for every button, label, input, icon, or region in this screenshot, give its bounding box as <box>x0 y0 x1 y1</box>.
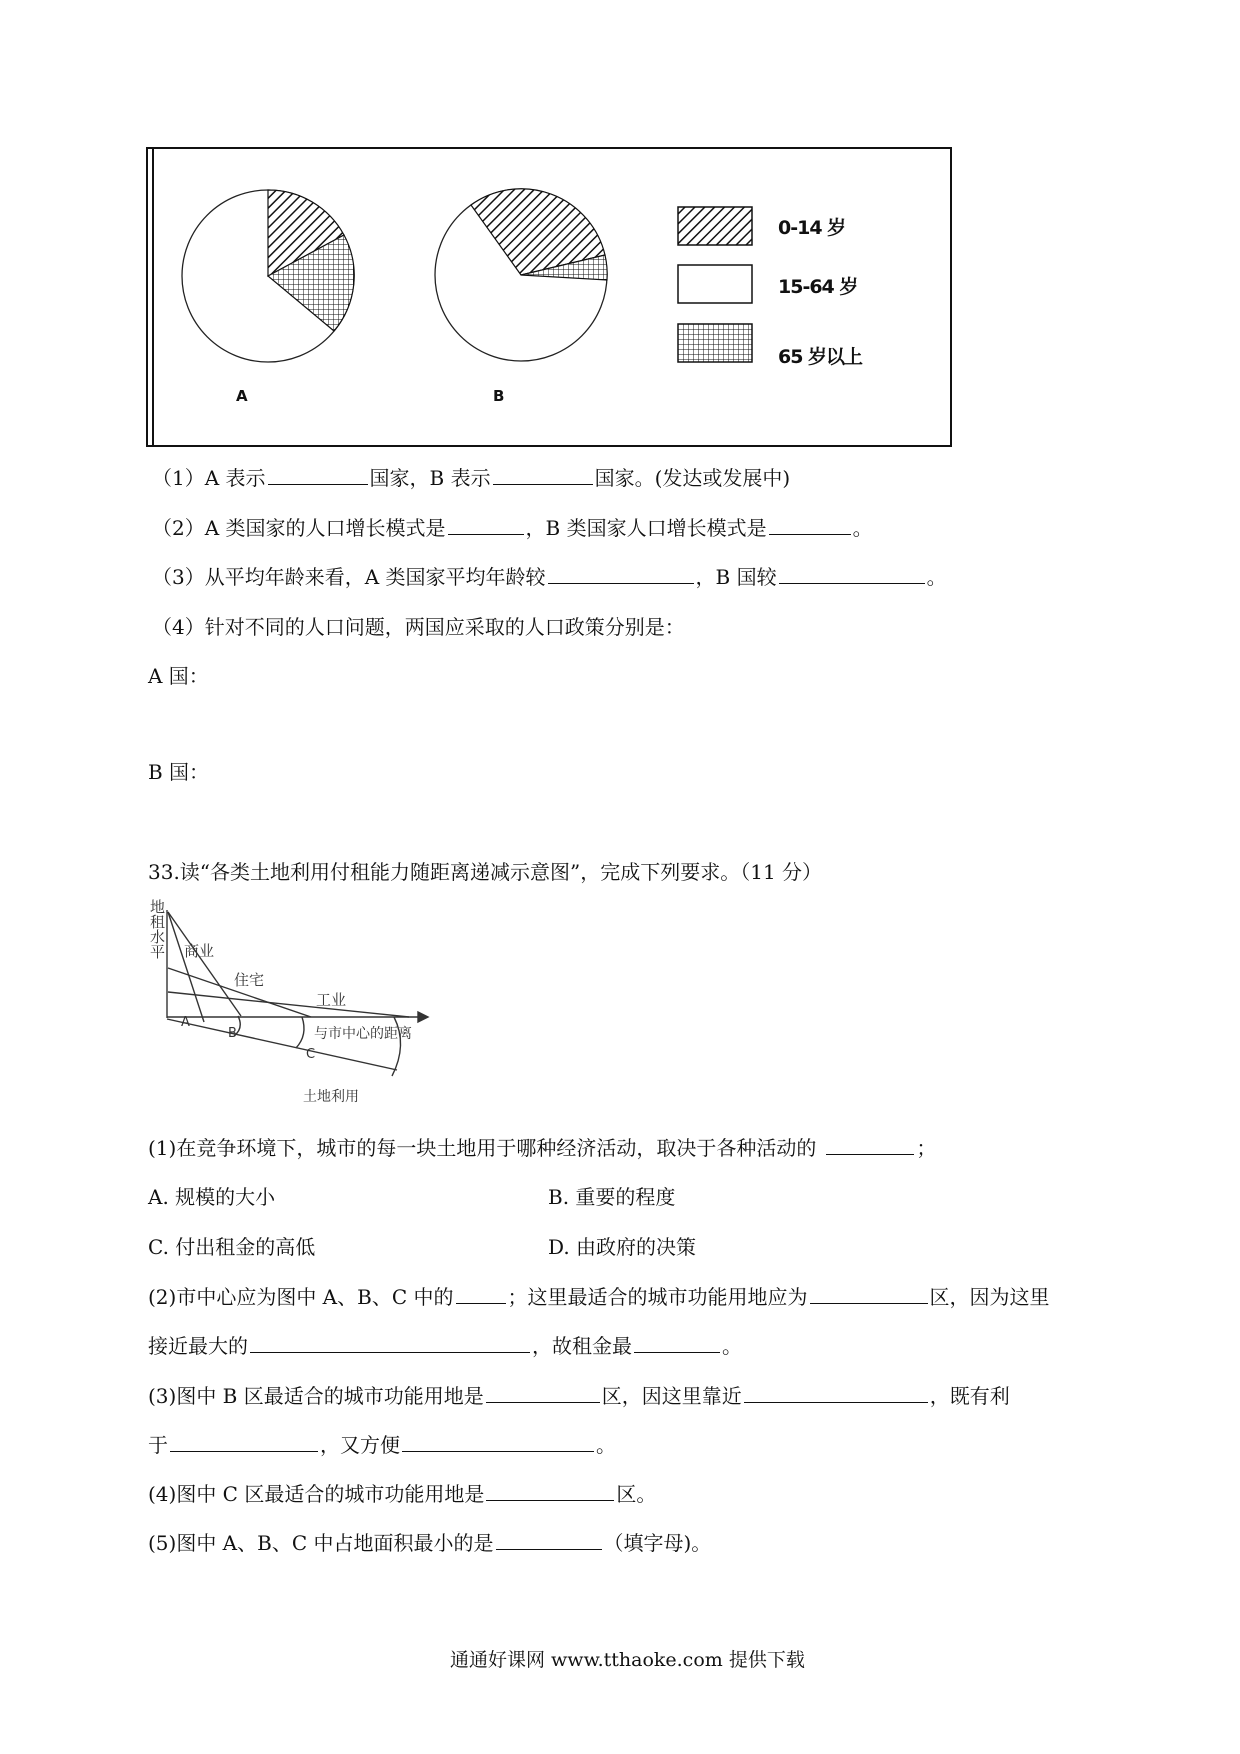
q33-sub-1: (1)在竞争环境下，城市的每一块土地用于哪种经济活动，取决于各种活动的 ； <box>148 1136 937 1160</box>
blank[interactable] <box>268 483 368 485</box>
blank[interactable] <box>250 1351 530 1353</box>
graph-label-residential: 住宅 <box>234 971 265 989</box>
blank[interactable] <box>744 1401 928 1403</box>
q33-sub-3-cont: 于 ，又方便 。 <box>148 1433 616 1457</box>
pie-b-label: B <box>493 387 505 405</box>
blank[interactable] <box>634 1351 720 1353</box>
graph-zone-c: C <box>306 1047 316 1062</box>
blank[interactable] <box>493 483 593 485</box>
legend-label-15-64: 15-64 岁 <box>778 276 858 298</box>
q32-item-2: （2）A 类国家的人口增长模式是 ，B 类国家人口增长模式是 。 <box>152 516 873 540</box>
legend-swatch-15-64 <box>678 265 752 303</box>
q33-sub-3: (3)图中 B 区最适合的城市功能用地是 区，因这里靠近 ，既有利 <box>148 1384 1010 1408</box>
q33-sub-2: (2)市中心应为图中 A、B、C 中的 ；这里最适合的城市功能用地应为 区，因为这里 <box>148 1285 1050 1309</box>
graph-landuse: 土地利用 <box>303 1089 359 1105</box>
legend-swatch-0-14 <box>678 207 752 245</box>
graph-zone-a: A <box>181 1015 190 1030</box>
legend-label-0-14: 0-14 岁 <box>778 217 846 239</box>
blank[interactable] <box>456 1302 506 1304</box>
legend-swatch-65plus <box>678 324 752 362</box>
blank[interactable] <box>496 1548 602 1550</box>
blank[interactable] <box>170 1450 318 1452</box>
pie-charts <box>148 149 954 449</box>
pie-a-label: A <box>236 387 248 405</box>
blank[interactable] <box>402 1450 594 1452</box>
legend-label-65plus: 65 岁以上 <box>778 346 863 368</box>
q32-item-3: （3）从平均年龄来看，A 类国家平均年龄较 ，B 国较 。 <box>152 565 947 589</box>
option-a: A. 规模的大小 <box>148 1185 276 1209</box>
option-c: C. 付出租金的高低 <box>148 1235 316 1259</box>
q33-sub-5: (5)图中 A、B、C 中占地面积最小的是 （填字母)。 <box>148 1531 712 1555</box>
age-structure-figure <box>146 147 952 447</box>
blank[interactable] <box>486 1499 614 1501</box>
blank[interactable] <box>810 1302 928 1304</box>
graph-xlabel: 与市中心的距离 <box>314 1026 412 1042</box>
blank[interactable] <box>779 582 925 584</box>
graph-zone-b: B <box>228 1026 237 1041</box>
footer: 通通好课网 www.tthaoke.com 提供下载 <box>450 1649 805 1671</box>
bid-rent-graph <box>146 900 446 1110</box>
blank[interactable] <box>548 582 694 584</box>
graph-label-industry: 工业 <box>316 991 347 1009</box>
blank[interactable] <box>448 533 524 535</box>
b-country-label: B 国： <box>148 760 210 784</box>
graph-label-commerce: 商业 <box>184 942 215 960</box>
q32-item-4: （4）针对不同的人口问题，两国应采取的人口政策分别是： <box>152 615 685 639</box>
graph-ylabel: 地 租 水 平 <box>150 898 166 961</box>
a-country-label: A 国： <box>148 664 209 688</box>
q33-title: 33.读“各类土地利用付租能力随距离递减示意图”，完成下列要求。（11 分） <box>148 860 823 884</box>
q33-sub-4: (4)图中 C 区最适合的城市功能用地是 区。 <box>148 1482 657 1506</box>
pie-a <box>182 190 354 362</box>
blank[interactable] <box>769 533 851 535</box>
option-d: D. 由政府的决策 <box>548 1235 697 1259</box>
q32-item-1: （1）A 表示 国家，B 表示 国家。(发达或发展中) <box>152 466 791 490</box>
pie-b <box>435 189 607 361</box>
option-b: B. 重要的程度 <box>548 1185 676 1209</box>
blank[interactable] <box>826 1153 914 1155</box>
blank[interactable] <box>486 1401 600 1403</box>
q33-sub-2-cont: 接近最大的 ，故租金最 。 <box>148 1334 742 1358</box>
